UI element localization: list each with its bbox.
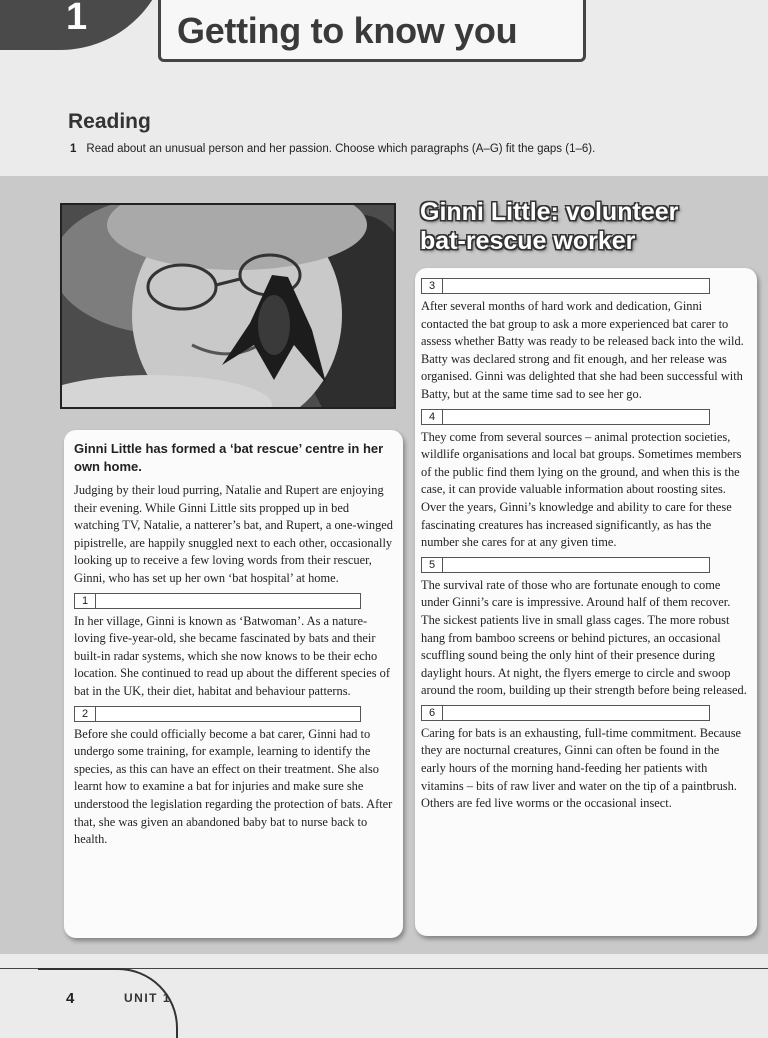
gap-number: 4: [421, 409, 442, 425]
gap-answer-line[interactable]: [95, 593, 361, 609]
paragraph-after-gap-5: The survival rate of those who are fortunate enough to come under Ginni’s care is impressive. Around half of them recover. The sickest patients live in small glass cages. The more robust hang from bamboo screens or behind pictures, an occasional scuffling sound being the only hint of their presence during daylight hours. At night, the flyers emerge to circle and swoop around the room, building up their strength before being released.: [421, 577, 747, 698]
photo-illustration: [62, 205, 396, 409]
gap-answer-line[interactable]: [442, 409, 710, 425]
page-number: 4: [66, 990, 75, 1007]
page-title: Getting to know you: [177, 10, 518, 51]
paragraph-after-gap-1: In her village, Ginni is known as ‘Batwoman’. As a nature-loving five-year-old, she became fascinated by bats and their built-in radar systems, which she now knows to be their echo location. She continued to read up about the different species of bat in the UK, their diet, habitat and behaviour patterns.: [74, 613, 390, 698]
gap-answer-line[interactable]: [442, 705, 710, 721]
paragraph-after-gap-2: Before she could officially become a bat carer, Ginni had to undergo some training, for example, learning to identify the species, as this can have an effect on their treatment. She also learnt how to examine a bat for injuries and make sure she understood the legislation regarding the protection of bats. After that, she was given an abandoned baby bat to nurse back to health.: [74, 726, 393, 847]
paragraph-after-gap-4: They come from several sources – animal protection societies, wildlife organisations and local bat groups. Sometimes members of the public find them lying on the ground, and when this is the case, it can provide valuable information about roosting sites. Over the years, Ginni’s knowledge and ability to care for these fascinating creatures has increased significantly, as has the number she cares for at any given time.: [421, 429, 742, 550]
article-title-line-2: bat-rescue worker: [420, 227, 636, 255]
gap-answer-line[interactable]: [95, 706, 361, 722]
gap-number: 3: [421, 278, 442, 294]
gap-number: 6: [421, 705, 442, 721]
article-title: [420, 198, 750, 256]
gap-4[interactable]: [421, 409, 747, 425]
right-text-card: [415, 268, 757, 936]
left-text-card: [64, 430, 403, 938]
paragraph-after-gap-3: After several months of hard work and dedication, Ginni contacted the bat group to ask a more experienced bat carer to assess whether Batty was ready to be released back into the wild. Batty was declared strong and fit enough, and her release was organised. Ginni was delighted that she had been successful with Batty, but at the same time sad to see her go.: [421, 299, 744, 401]
gap-number: 1: [74, 593, 95, 609]
gap-3[interactable]: [421, 278, 747, 294]
gap-5[interactable]: [421, 557, 747, 573]
gap-6[interactable]: [421, 705, 747, 721]
footer-unit-label: UNIT 1: [124, 991, 172, 1005]
title-box: [158, 0, 586, 62]
bat-photo: [60, 203, 396, 409]
article-title-line-1: Ginni Little: volunteer: [420, 198, 679, 226]
exercise-instruction: [70, 143, 595, 155]
gap-answer-line[interactable]: [442, 557, 710, 573]
gap-2[interactable]: [74, 706, 395, 722]
paragraph-opening: Judging by their loud purring, Natalie and Rupert are enjoying their evening. While Ginni Little sits propped up in bed watching TV, Natalie, a natterer’s bat, and Rupert, a one-winged pipistrelle, are happily snuggled next to each other, occasionally looking up to receive a few loving words from their rescuer, Ginni, who has set up her own ‘bat hospital’ at home.: [74, 483, 393, 585]
instruction-text: Read about an unusual person and her passion. Choose which paragraphs (A–G) fit the gaps (1–6).: [86, 143, 596, 155]
gap-1[interactable]: [74, 593, 395, 609]
gap-answer-line[interactable]: [442, 278, 710, 294]
article-intro: Ginni Little has formed a ‘bat rescue’ centre in her own home.: [74, 441, 384, 474]
section-heading: Reading: [68, 110, 151, 133]
unit-number: 1: [66, 0, 88, 38]
paragraph-after-gap-6: Caring for bats is an exhausting, full-time commitment. Because they are nocturnal creatures, Ginni can often be found in the early hours of the morning hand-feeding her patients with vitamins – bits of raw liver and water on the tip of a paintbrush. Others are fed live worms or the occasional insect.: [421, 725, 742, 811]
exercise-number: 1: [70, 143, 77, 155]
gap-number: 5: [421, 557, 442, 573]
gap-number: 2: [74, 706, 95, 722]
